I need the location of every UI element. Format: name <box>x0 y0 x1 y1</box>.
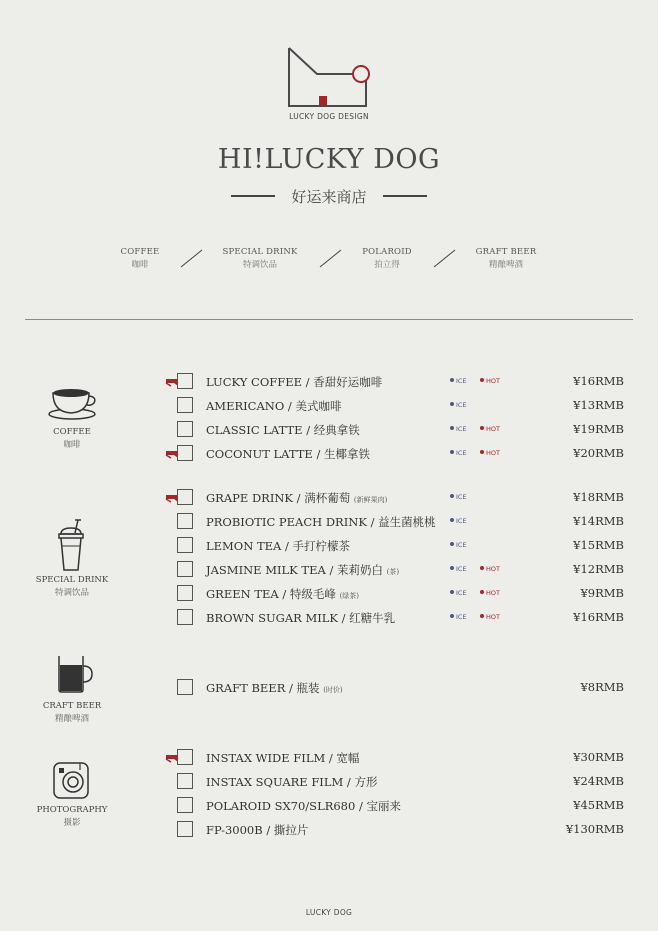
item-name-line <box>206 562 399 578</box>
nav-item-graft-beer[interactable] <box>446 247 566 270</box>
nav-item-special-drink[interactable] <box>200 247 320 270</box>
ice-tag-label: ICE <box>456 589 467 597</box>
ice-tag <box>450 565 467 573</box>
menu-item <box>160 373 630 393</box>
ice-tag <box>450 541 467 549</box>
item-price: ¥130RMB <box>565 822 624 836</box>
menu-item <box>160 513 630 533</box>
ice-dot-icon <box>450 402 454 406</box>
item-name-line <box>206 538 350 554</box>
item-name-line <box>206 774 377 790</box>
menu-item <box>160 679 630 699</box>
order-checkbox[interactable] <box>177 489 193 505</box>
section-title-en: SPECIAL DRINK <box>35 575 109 585</box>
order-checkbox[interactable] <box>177 773 193 789</box>
ice-tag <box>450 613 467 621</box>
hot-tag-label: HOT <box>486 425 500 433</box>
menu-item <box>160 421 630 441</box>
item-price: ¥18RMB <box>573 490 624 504</box>
ice-tag-label: ICE <box>456 541 467 549</box>
order-checkbox[interactable] <box>177 797 193 813</box>
item-name: LEMON TEA / 手打柠檬茶 <box>206 539 351 553</box>
order-checkbox[interactable] <box>177 821 193 837</box>
section-title-zh: 特调饮品 <box>54 588 89 598</box>
item-note: (茶) <box>386 568 400 576</box>
order-checkbox[interactable] <box>177 397 193 413</box>
section-label-special-drink <box>17 575 127 598</box>
footer-brand: LUCKY DOG <box>305 908 353 917</box>
menu-item <box>160 561 630 581</box>
ice-tag <box>450 589 467 597</box>
item-name-line <box>206 610 395 626</box>
lucky-dog-logo <box>285 44 375 110</box>
divider <box>25 319 633 320</box>
item-price: ¥16RMB <box>573 610 624 624</box>
hot-tag-label: HOT <box>486 589 500 597</box>
item-name-line <box>206 398 341 414</box>
hot-dot-icon <box>480 450 484 454</box>
hot-tag-label: HOT <box>486 449 500 457</box>
section-label-photography <box>17 805 127 828</box>
order-checkbox[interactable] <box>177 513 193 529</box>
nav-label-zh: 拍立得 <box>374 260 400 270</box>
section-title-en: PHOTOGRAPHY <box>36 805 108 815</box>
item-name-line <box>206 490 387 506</box>
ice-tag-label: ICE <box>456 425 467 433</box>
ice-tag-label: ICE <box>456 565 467 573</box>
nav-label-zh: 精酿啤酒 <box>488 260 523 270</box>
item-name-line <box>206 422 360 438</box>
menu-item <box>160 585 630 605</box>
item-name-line <box>206 446 370 462</box>
hot-tag <box>480 565 500 573</box>
order-checkbox[interactable] <box>177 421 193 437</box>
item-note: (绿茶) <box>339 592 360 600</box>
item-price: ¥15RMB <box>573 538 624 552</box>
order-checkbox[interactable] <box>177 373 193 389</box>
ice-tag-label: ICE <box>456 613 467 621</box>
nav-label-zh: 咖啡 <box>131 260 149 270</box>
logo-caption: LUCKY DOG DESIGN <box>289 112 369 121</box>
item-name: GRAFT BEER / 瓶装 <box>206 681 320 695</box>
item-price: ¥16RMB <box>573 374 624 388</box>
order-checkbox[interactable] <box>177 585 193 601</box>
item-name: AMERICANO / 美式咖啡 <box>206 399 342 413</box>
hot-dot-icon <box>480 590 484 594</box>
ice-dot-icon <box>450 426 454 430</box>
item-name-line <box>206 822 308 838</box>
subtitle-row <box>0 184 658 208</box>
nav-label-en: SPECIAL DRINK <box>222 247 298 257</box>
hot-dot-icon <box>480 566 484 570</box>
ice-tag-label: ICE <box>456 449 467 457</box>
hot-tag <box>480 613 500 621</box>
page-title: HI!LUCKY DOG <box>217 144 441 175</box>
hot-tag-label: HOT <box>486 377 500 385</box>
ice-dot-icon <box>450 542 454 546</box>
ice-tag-label: ICE <box>456 377 467 385</box>
item-name: INSTAX WIDE FILM / 宽幅 <box>206 751 360 765</box>
ice-tag <box>450 493 467 501</box>
item-price: ¥12RMB <box>573 562 624 576</box>
nav-label-en: GRAFT BEER <box>475 247 537 257</box>
subtitle-rule-right <box>383 195 427 197</box>
beer-mug-icon <box>56 654 94 694</box>
ice-tag <box>450 401 467 409</box>
menu-item <box>160 609 630 629</box>
section-title-zh: 精酿啤酒 <box>54 714 89 724</box>
item-note: (新鲜果肉) <box>353 496 388 504</box>
ice-tag-label: ICE <box>456 401 467 409</box>
order-checkbox[interactable] <box>177 537 193 553</box>
item-price: ¥24RMB <box>573 774 624 788</box>
item-name: BROWN SUGAR MILK / 红糖牛乳 <box>206 611 396 625</box>
hot-tag <box>480 377 500 385</box>
item-price: ¥8RMB <box>580 680 624 694</box>
menu-item <box>160 773 630 793</box>
order-checkbox[interactable] <box>177 609 193 625</box>
menu-item <box>160 397 630 417</box>
item-name: INSTAX SQUARE FILM / 方形 <box>206 775 378 789</box>
subtitle-rule-left <box>231 195 275 197</box>
hot-dot-icon <box>480 378 484 382</box>
hot-tag <box>480 449 500 457</box>
ice-tag-label: ICE <box>456 517 467 525</box>
hot-tag <box>480 589 500 597</box>
ice-dot-icon <box>450 494 454 498</box>
hot-tag <box>480 425 500 433</box>
drink-cup-icon <box>55 519 87 573</box>
ice-dot-icon <box>450 518 454 522</box>
hot-dot-icon <box>480 426 484 430</box>
item-name-line <box>206 798 401 814</box>
menu-item <box>160 797 630 817</box>
section-label-craft-beer <box>17 701 127 724</box>
item-name: POLAROID SX70/SLR680 / 宝丽来 <box>206 799 401 813</box>
section-label-coffee <box>17 427 127 450</box>
ice-tag-label: ICE <box>456 493 467 501</box>
ice-dot-icon <box>450 566 454 570</box>
item-name-line <box>206 680 343 696</box>
item-price: ¥45RMB <box>573 798 624 812</box>
section-title-zh: 摄影 <box>63 818 81 828</box>
nav-item-polaroid[interactable] <box>327 247 447 270</box>
item-price: ¥19RMB <box>573 422 624 436</box>
item-price: ¥14RMB <box>573 514 624 528</box>
ice-dot-icon <box>450 378 454 382</box>
order-checkbox[interactable] <box>177 445 193 461</box>
order-checkbox[interactable] <box>177 561 193 577</box>
nav-label-en: POLAROID <box>362 247 412 257</box>
section-title-zh: 咖啡 <box>63 440 81 450</box>
menu-item <box>160 445 630 465</box>
ice-dot-icon <box>450 590 454 594</box>
item-name: GRAPE DRINK / 满杯葡萄 <box>206 491 351 505</box>
instant-camera-icon <box>51 760 91 800</box>
nav-label-en: COFFEE <box>120 247 160 257</box>
menu-item <box>160 489 630 509</box>
item-price: ¥20RMB <box>573 446 624 460</box>
coffee-cup-icon <box>45 384 99 422</box>
ice-tag <box>450 377 467 385</box>
item-name-line <box>206 514 436 530</box>
item-note: (时价) <box>323 686 343 694</box>
item-name: COCONUT LATTE / 生椰拿铁 <box>206 447 370 461</box>
item-name: CLASSIC LATTE / 经典拿铁 <box>206 423 360 437</box>
ice-tag <box>450 517 467 525</box>
item-price: ¥30RMB <box>573 750 624 764</box>
ice-tag <box>450 449 467 457</box>
item-name: PROBIOTIC PEACH DRINK / 益生菌桃桃 <box>206 515 436 529</box>
ice-tag <box>450 425 467 433</box>
item-price: ¥13RMB <box>573 398 624 412</box>
hot-tag-label: HOT <box>486 565 500 573</box>
order-checkbox[interactable] <box>177 679 193 695</box>
item-price: ¥9RMB <box>580 586 624 600</box>
menu-item <box>160 749 630 769</box>
menu-item <box>160 537 630 557</box>
order-checkbox[interactable] <box>177 749 193 765</box>
item-name: LUCKY COFFEE / 香甜好运咖啡 <box>206 375 383 389</box>
item-name: GREEN TEA / 特级毛峰 <box>206 587 336 601</box>
hot-dot-icon <box>480 614 484 618</box>
ice-dot-icon <box>450 614 454 618</box>
item-name: JASMINE MILK TEA / 茉莉奶白 <box>206 563 383 577</box>
section-title-en: CRAFT BEER <box>42 701 102 711</box>
menu-item <box>160 821 630 841</box>
item-name-line <box>206 750 359 766</box>
page-subtitle: 好运来商店 <box>291 187 367 206</box>
hot-tag-label: HOT <box>486 613 500 621</box>
item-name-line <box>206 586 359 602</box>
item-name: FP-3000B / 撕拉片 <box>206 823 309 837</box>
item-name-line <box>206 374 382 390</box>
nav-label-zh: 特调饮品 <box>242 260 277 270</box>
ice-dot-icon <box>450 450 454 454</box>
section-title-en: COFFEE <box>53 427 91 437</box>
